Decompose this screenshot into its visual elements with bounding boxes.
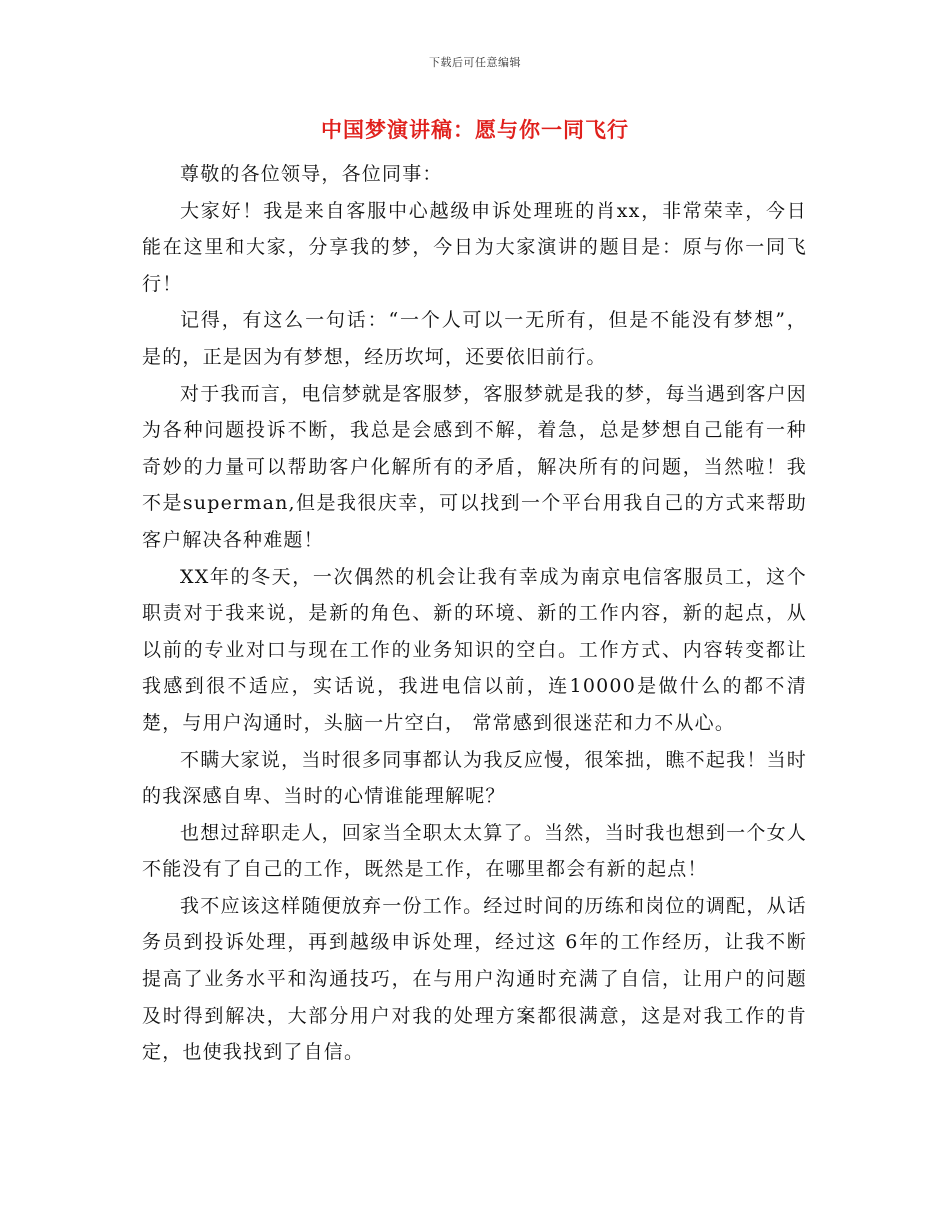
paragraph-greeting: 大家好！我是来自客服中心越级申诉处理班的肖xx，非常荣幸，今日能在这里和大家，分享我的梦，今日为大家演讲的题目是：原与你一同飞行！ <box>142 199 807 295</box>
paragraph-resign: 也想过辞职走人，回家当全职太太算了。当然，当时我也想到一个女人不能没有了自己的工作，既然是工作，在哪里都会有新的起点！ <box>142 821 807 881</box>
paragraph-salutation: 尊敬的各位领导，各位同事： <box>180 163 443 185</box>
paragraph-quote: 记得，有这么一句话：“一个人可以一无所有，但是不能没有梦想”，是的，正是因为有梦想，经历坎坷，还要依旧前行。 <box>142 309 807 368</box>
paragraph-dream: 对于我而言，电信梦就是客服梦，客服梦就是我的梦，每当遇到客户因为各种问题投诉不断，我总是会感到不解，着急，总是梦想自己能有一种奇妙的力量可以帮助客户化解所有的矛盾，解决所有的问题，当然啦！我不是superman,但是我很庆幸，可以找到一个平台用我自己的方式来帮助客户解决各种难题！ <box>142 382 807 551</box>
paragraph-colleagues: 不瞒大家说，当时很多同事都认为我反应慢，很笨拙，瞧不起我！当时的我深感自卑、当时的心情谁能理解呢？ <box>142 748 807 808</box>
page-header: 下载后可任意编辑 <box>429 56 521 69</box>
paragraph-growth: 我不应该这样随便放弃一份工作。经过时间的历练和岗位的调配，从话务员到投诉处理，再到越级申诉处理，经过这 6年的工作经历，让我不断提高了业务水平和沟通技巧，在与用户沟通时充满了自信，让用户的问题及时得到解决，大部分用户对我的处理方案都很满意，这是对我工作的肯定，也使我找到了自信。 <box>142 894 807 1064</box>
paragraph-winter: XX年的冬天，一次偶然的机会让我有幸成为南京电信客服员工，这个职责对于我来说，是新的角色、新的环境、新的工作内容，新的起点，从以前的专业对口与现在工作的业务知识的空白。工作方式、内容转变都让我感到很不适应，实话说，我进电信以前，连10000是做什么的都不清楚，与用户沟通时，头脑一片空白， 常常感到很迷茫和力不从心。 <box>142 565 807 734</box>
document-body <box>142 156 807 1071</box>
document-title: 中国梦演讲稿：愿与你一同飞行 <box>321 117 629 142</box>
